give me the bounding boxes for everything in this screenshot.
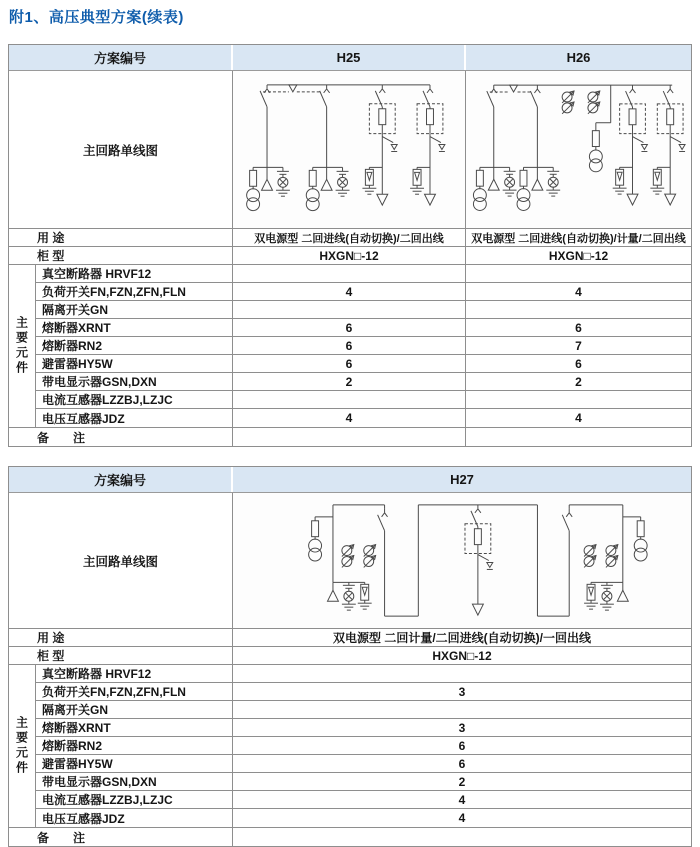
table1-remark-row	[9, 428, 691, 446]
component-value	[466, 391, 691, 408]
diagram-row-label: 主回路单线图	[9, 493, 233, 628]
column-header-h26: H26	[566, 50, 591, 65]
component-label: 电流互感器LZZBJ,LZJC	[36, 791, 233, 808]
component-label: 隔离开关GN	[36, 301, 233, 318]
cabinet-label: 柜 型	[9, 247, 233, 264]
table2-remark-row	[9, 828, 691, 846]
component-value	[233, 265, 466, 282]
remark-label: 备 注	[9, 828, 233, 846]
component-row	[36, 737, 691, 755]
table2-header-row	[9, 467, 691, 493]
component-value: 4	[233, 283, 466, 300]
component-label: 熔断器XRNT	[36, 719, 233, 736]
usage-label: 用 途	[9, 229, 233, 246]
component-row	[36, 701, 691, 719]
table2-diagram-row	[9, 493, 691, 629]
component-row	[36, 409, 691, 427]
component-value	[233, 301, 466, 318]
component-value: 6	[575, 356, 582, 371]
cabinet-value-h25: HXGN□-12	[233, 247, 466, 264]
component-label: 避雷器HY5W	[36, 355, 233, 372]
component-row	[36, 337, 691, 355]
remark-value-h26	[466, 428, 691, 446]
component-row	[36, 791, 691, 809]
component-label: 电压互感器JDZ	[36, 809, 233, 827]
component-value	[466, 301, 691, 318]
component-label: 负荷开关FN,FZN,ZFN,FLN	[36, 683, 233, 700]
remark-label: 备 注	[9, 428, 233, 446]
component-label: 真空断路器 HRVF12	[36, 265, 233, 282]
component-row	[36, 283, 691, 301]
scheme-table-h25-h26	[8, 44, 692, 447]
table1-diagram-row	[9, 71, 691, 229]
cabinet-label: 柜 型	[9, 647, 233, 664]
column-header-h27: H27	[450, 472, 474, 487]
component-row	[36, 665, 691, 683]
cabinet-value-h26: HXGN□-12	[548, 248, 609, 263]
component-row	[36, 319, 691, 337]
usage-label: 用 途	[9, 629, 233, 646]
component-value: 7	[575, 338, 582, 353]
scheme-table-h27	[8, 466, 692, 847]
component-row	[36, 265, 691, 283]
component-label: 带电显示器GSN,DXN	[36, 773, 233, 790]
component-value	[233, 701, 691, 718]
component-value	[466, 265, 691, 282]
page-title: 附1、高压典型方案(续表)	[9, 9, 184, 26]
component-value: 6	[233, 319, 466, 336]
component-row	[36, 755, 691, 773]
component-value: 2	[575, 374, 582, 389]
component-value: 3	[458, 720, 466, 735]
h25-circuit-diagram	[233, 71, 466, 228]
h26-circuit-diagram	[466, 71, 691, 228]
component-label: 带电显示器GSN,DXN	[36, 373, 233, 390]
component-label: 避雷器HY5W	[36, 755, 233, 772]
component-value: 6	[458, 756, 466, 771]
h27-circuit-diagram	[233, 493, 691, 628]
component-value: 4	[233, 409, 466, 427]
table2-usage-row	[9, 629, 691, 647]
component-value: 6	[575, 320, 582, 335]
component-row	[36, 301, 691, 319]
component-label: 负荷开关FN,FZN,ZFN,FLN	[36, 283, 233, 300]
component-value: 6	[233, 337, 466, 354]
component-value: 4	[458, 811, 466, 825]
scheme-number-header: 方案编号	[9, 467, 233, 492]
component-label: 电流互感器LZZBJ,LZJC	[36, 391, 233, 408]
scheme-number-header: 方案编号	[9, 45, 233, 70]
component-value: 4	[458, 792, 466, 807]
remark-value-h27	[233, 828, 691, 846]
component-row	[36, 809, 691, 827]
components-group-label: 主要元件	[9, 265, 36, 427]
component-label: 熔断器XRNT	[36, 319, 233, 336]
component-value: 4	[575, 411, 582, 425]
component-row	[36, 373, 691, 391]
component-label: 电压互感器JDZ	[36, 409, 233, 427]
table1-header-row	[9, 45, 691, 71]
component-label: 熔断器RN2	[36, 337, 233, 354]
table1-usage-row	[9, 229, 691, 247]
component-value	[233, 665, 691, 682]
column-header-h25: H25	[233, 45, 466, 70]
table1-cabinet-row	[9, 247, 691, 265]
component-value: 6	[458, 738, 466, 753]
usage-value-h25: 双电源型 二回进线(自动切换)/二回出线	[233, 229, 466, 246]
diagram-row-label: 主回路单线图	[9, 71, 233, 228]
component-row	[36, 391, 691, 409]
table2-components-section	[9, 665, 691, 828]
component-row	[36, 355, 691, 373]
component-value: 2	[458, 774, 466, 789]
components-group-label: 主要元件	[9, 665, 36, 827]
component-row	[36, 683, 691, 701]
table2-cabinet-row	[9, 647, 691, 665]
usage-value-h26: 双电源型 二回进线(自动切换)/计量/二回出线	[471, 232, 686, 245]
component-label: 真空断路器 HRVF12	[36, 665, 233, 682]
component-row	[36, 719, 691, 737]
component-value: 2	[233, 373, 466, 390]
component-label: 隔离开关GN	[36, 701, 233, 718]
cabinet-value-h27: HXGN□-12	[432, 648, 492, 663]
remark-value-h25	[233, 428, 466, 446]
table1-components-section	[9, 265, 691, 428]
component-label: 熔断器RN2	[36, 737, 233, 754]
component-value: 3	[458, 684, 466, 699]
component-row	[36, 773, 691, 791]
usage-value-h27: 双电源型 二回计量/二回进线(自动切换)/一回出线	[333, 631, 591, 645]
component-value: 6	[233, 355, 466, 372]
component-value	[233, 391, 466, 408]
component-value: 4	[575, 284, 582, 299]
